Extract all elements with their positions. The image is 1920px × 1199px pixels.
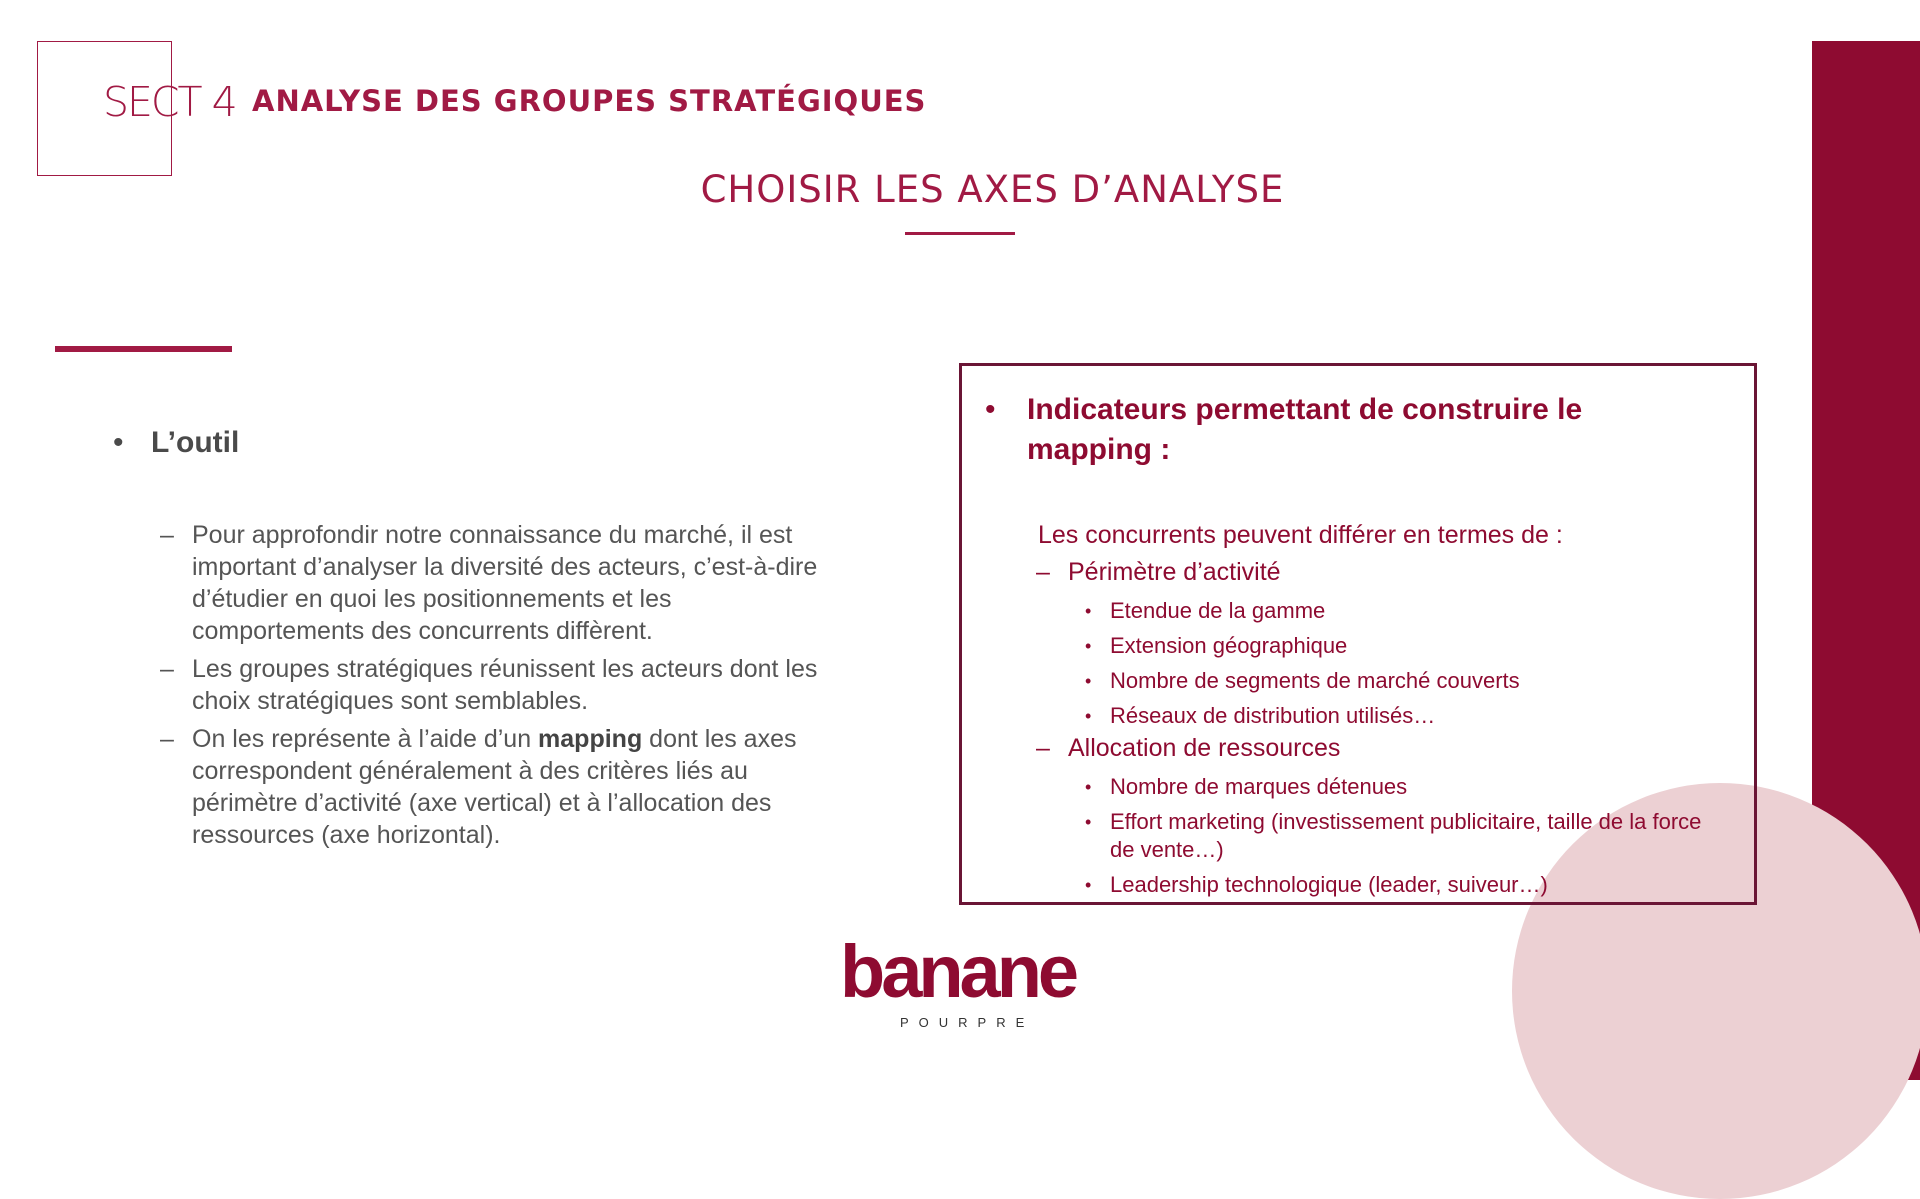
indicators-title-text: Indicateurs permettant de construire le mapping : [1027, 393, 1583, 466]
section-label: SECT 4 [103, 78, 236, 126]
list-item: • Nombre de marques détenues [1085, 774, 1408, 799]
list-item: • Leadership technologique (leader, suiveur…) [1085, 872, 1548, 897]
indicators-intro: Les concurrents peuvent différer en termes de : [1038, 521, 1563, 549]
outil-paragraph-text: Les groupes stratégiques réunissent les acteurs dont les choix stratégiques sont semblables. [192, 655, 818, 715]
category-allocation [1036, 734, 1340, 763]
dot-glyph: • [1085, 812, 1092, 832]
dash-glyph: – [160, 725, 174, 753]
category-label: Périmètre d’activité [1068, 558, 1281, 586]
dot-glyph: • [1085, 671, 1092, 691]
list-item: • Réseaux de distribution utilisés… [1085, 703, 1436, 728]
outil-paragraph [160, 653, 840, 717]
bullet-glyph: • [113, 426, 124, 459]
bullet-glyph: • [985, 393, 996, 426]
outil-paragraph-text: dont les axes correspondent généralement à des critères liés au périmètre d’activité (axe vertical) et à l’allocation des ressources (axe horizontal). [192, 725, 797, 849]
outil-paragraph [160, 519, 840, 647]
dash-glyph: – [160, 521, 174, 549]
banane-logo: banane [840, 930, 1076, 1013]
list-item: • Etendue de la gamme [1085, 598, 1326, 623]
outil-paragraph-text: On les représente à l’aide d’un [192, 725, 539, 753]
section-title: ANALYSE DES GROUPES STRATÉGIQUES [252, 84, 927, 118]
left-accent-rule [55, 346, 232, 352]
dot-glyph: • [1085, 875, 1092, 895]
outil-paragraph-list [160, 519, 840, 857]
outil-heading-text: L’outil [151, 426, 240, 459]
list-item: • Extension géographique [1085, 633, 1348, 658]
list-item: • Effort marketing (investissement publicitaire, taille de la force de vente…) [1085, 809, 1702, 862]
category-perimetre [1036, 558, 1281, 587]
outil-heading [113, 426, 239, 460]
dash-glyph: – [160, 655, 174, 683]
indicators-title [985, 390, 1685, 470]
dot-glyph: • [1085, 601, 1092, 621]
allocation-item-list [1085, 773, 1705, 906]
dot-glyph: • [1085, 706, 1092, 726]
outil-paragraph [160, 723, 840, 851]
dash-glyph: – [1036, 558, 1050, 586]
dot-glyph: • [1085, 777, 1092, 797]
logo-subtitle: POURPRE [900, 1015, 1035, 1030]
dash-glyph: – [1036, 734, 1050, 762]
outil-paragraph-text: Pour approfondir notre connaissance du marché, il est important d’analyser la diversité des acteurs, c’est-à-dire d’étudier en quoi les positionnements et les comportements des concurrents diffèrent. [192, 521, 818, 645]
dot-glyph: • [1085, 636, 1092, 656]
list-item: • Nombre de segments de marché couverts [1085, 668, 1520, 693]
page-subtitle: CHOISIR LES AXES D’ANALYSE [700, 168, 1285, 211]
category-label: Allocation de ressources [1068, 734, 1341, 762]
subtitle-underline [905, 232, 1015, 235]
perimetre-item-list [1085, 597, 1705, 737]
mapping-keyword: mapping [538, 725, 643, 753]
